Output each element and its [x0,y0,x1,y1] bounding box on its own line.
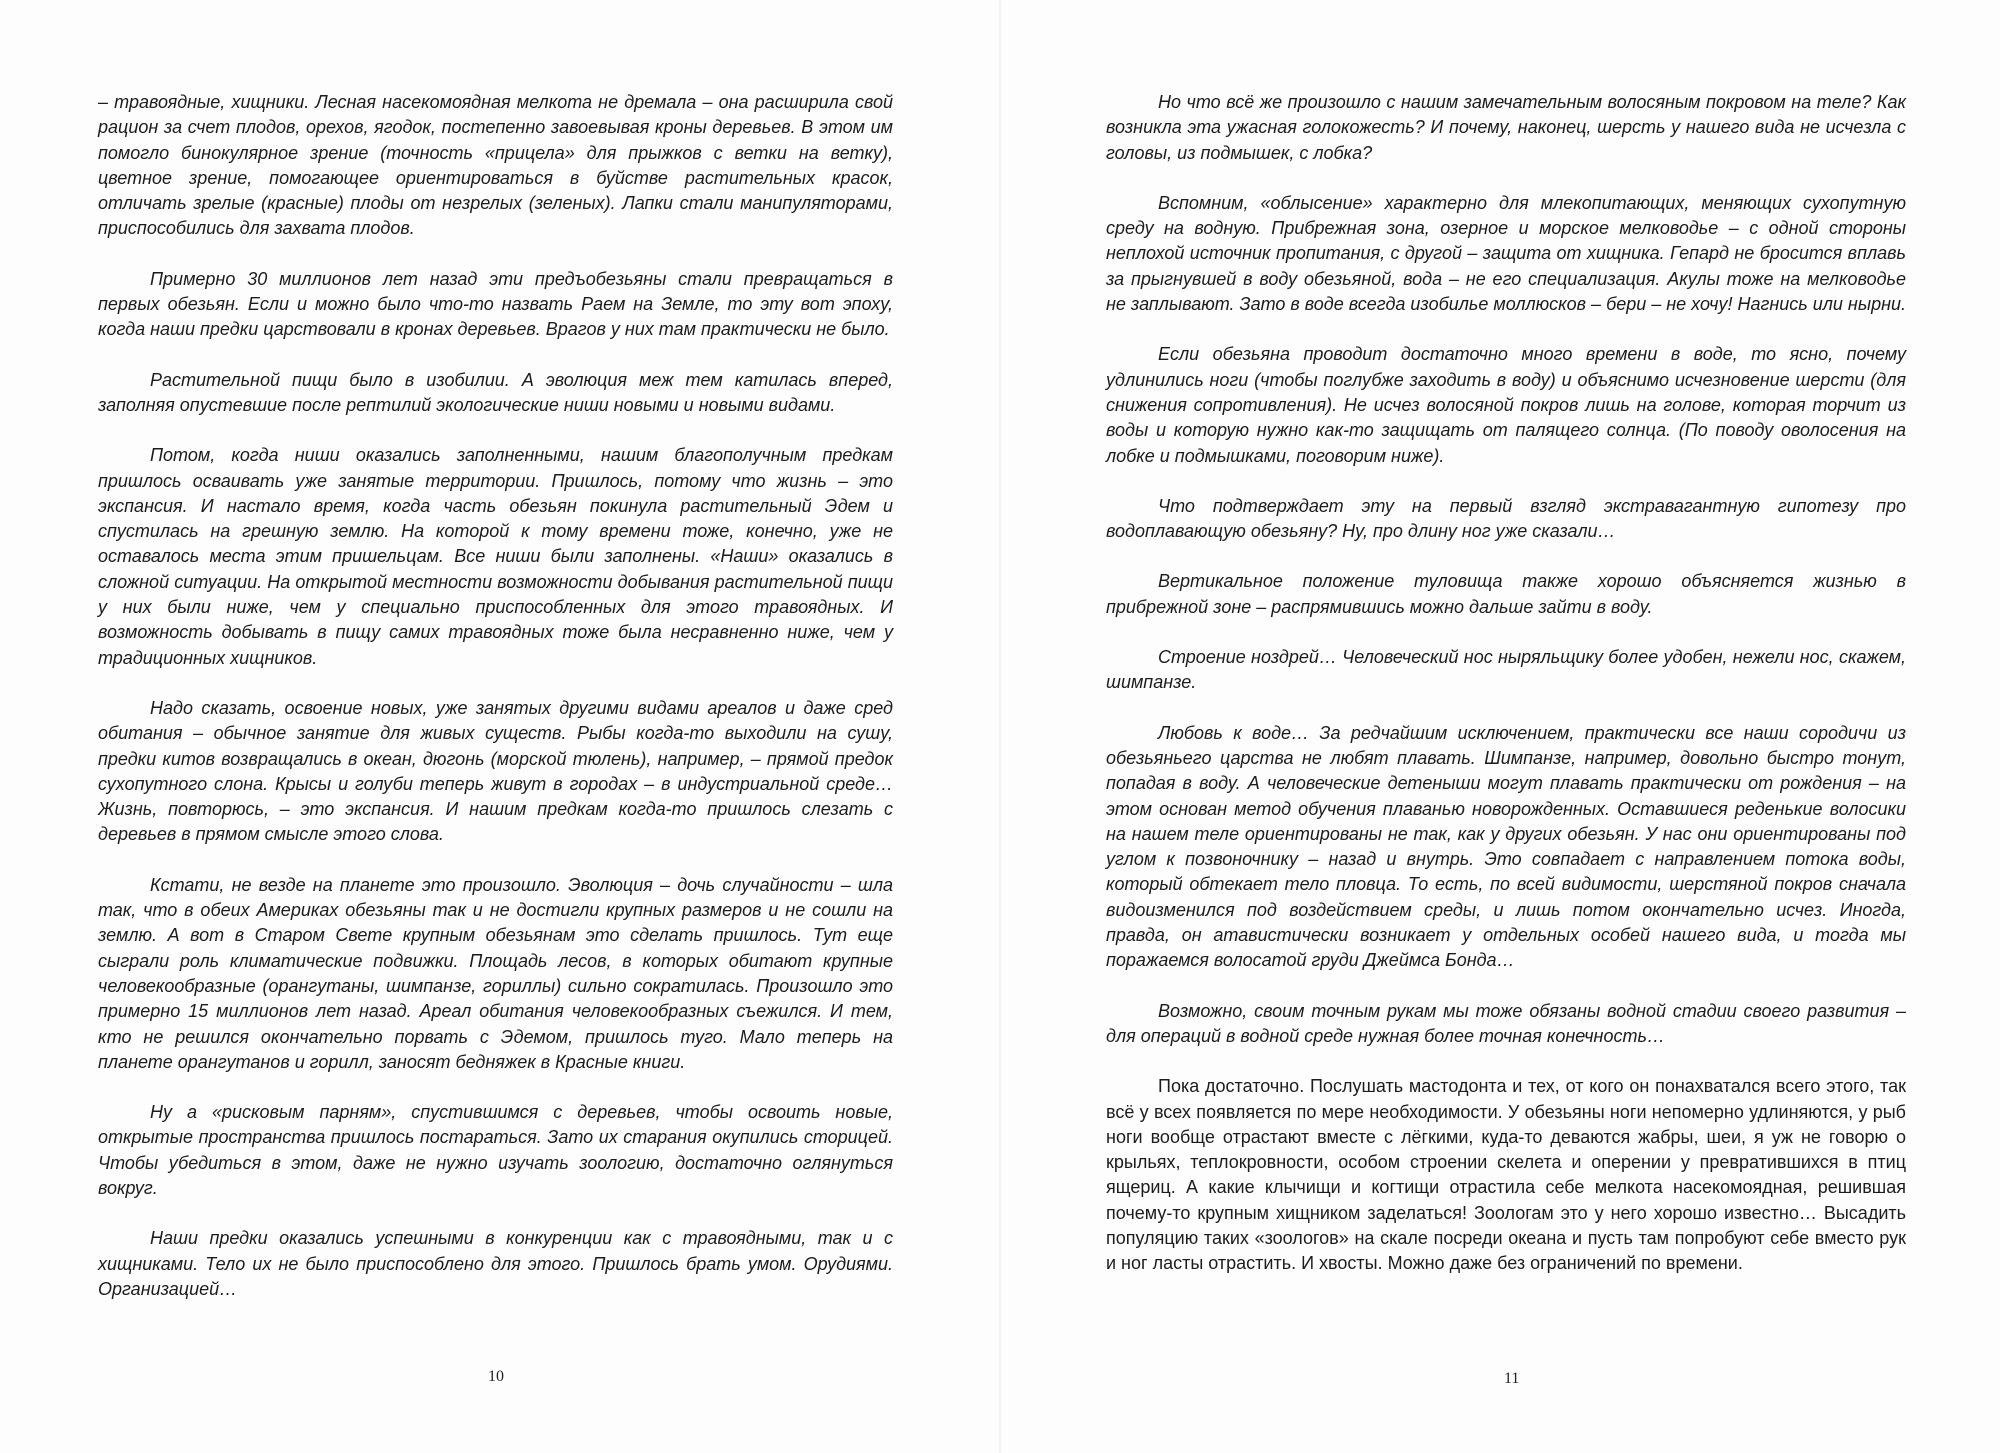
right-paragraph-9: Пока достаточно. Послушать мастодонта и тех, от кого он понахватался всего этого, так всё у всех появляется по мере необходимости. У обезьяны ноги непомерно удлиняются, у рыб ноги вообще отрастают вместе с лёгкими, куда-то деваются жабры, шеи, я уж не говорю о крыльях, теплокровности, особом строении скелета и оперении у превратившихся в птиц ящериц. А какие клычищи и когтищи отрастила себе мелкота насекомоядная, решившая почему-то крупным хищником заделаться! Зоологам это у него хорошо известно… Высадить популяцию таких «зоологов» на скале посреди океана и пусть там попробуют себе вместо рук и ног ласты отрастить. И хвосты. Можно даже без ограничений по времени. [1106,1076,1906,1274]
left-page [98,90,893,1302]
left-paragraph-6: Кстати, не везде на планете это произошло. Эволюция – дочь случайности – шла так, что в обеих Америках обезьяны так и не достигли крупных размеров и не сошли на землю. А вот в Старом Свете крупным обезьянам это сделать пришлось. Тут еще сыграли роль климатические подвижки. Площадь лесов, в которых обитают крупные человекообразные (орангутаны, шимпанзе, гориллы) сильно сократилась. Произошло это примерно 15 миллионов лет назад. Ареал обитания человекообразных съежился. И тем, кто не решился окончательно порвать с Эдемом, пришлось туго. Мало теперь на планете орангутанов и горилл, заносят бедняжек в Красные книги. [98,874,893,1072]
right-paragraph-1: Но что всё же произошло с нашим замечательным волосяным покровом на теле? Как возникла эта ужасная голокожесть? И почему, наконец, шерсть у нашего вида не исчезла с головы, из подмышек, с лобка? [1106,92,1906,163]
right-page-number: 11 [1504,1370,1520,1387]
right-paragraph-2: Вспомним, «облысение» характерно для млекопитающих, меняющих сухопутную среду на водную. Прибрежная зона, озерное и морское мелководье – с одной стороны неплохой источник пропитания, с другой – защита от хищника. Гепард не бросится вплавь за прыгнувшей в воду обезьяной, вода – не его специализация. Акулы тоже на мелководье не заплывают. Зато в воде всегда изобилье моллюсков – бери – не хочу! Нагнись или нырни. [1106,192,1906,315]
right-paragraph-5: Вертикальное положение туловища также хорошо объясняется жизнью в прибрежной зоне – распрямившись можно дальше зайти в воду. [1106,571,1906,617]
right-paragraph-8: Возможно, своим точным рукам мы тоже обязаны водной стадии своего развития – для операций в водной среде нужная более точная конечность… [1106,1000,1906,1046]
left-paragraph-7: Ну а «рисковым парням», спустившимся с деревьев, чтобы освоить новые, открытые пространства пришлось постараться. Зато их старания окупились сторицей. Чтобы убедиться в этом, даже не нужно изучать зоологию, достаточно оглянуться вокруг. [98,1102,893,1198]
left-paragraph-1: – травоядные, хищники. Лесная насекомоядная мелкота не дремала – она расширила свой рацион за счет плодов, орехов, ягодок, постепенно завоевывая кроны деревьев. В этом им помогло бинокулярное зрение (точность «прицела» для прыжков с ветки на ветку), цветное зрение, помогающее ориентироваться в буйстве растительных красок, отличать зрелые (красные) плоды от незрелых (зеленых). Лапки стали манипуляторами, приспособились для захвата плодов. [98,92,893,239]
right-page [1106,90,1906,1277]
left-paragraph-2: Примерно 30 миллионов лет назад эти предъобезьяны стали превращаться в первых обезьян. Если и можно было что-то назвать Раем на Земле, то эту вот эпоху, когда наши предки царствовали в кронах деревьев. Врагов у них там практически не было. [98,268,893,340]
left-paragraph-5: Надо сказать, освоение новых, уже занятых другими видами ареалов и даже сред обитания – обычное занятие для живых существ. Рыбы когда-то выходили на сушу, предки китов возвращались в океан, дюгонь (морской тюлень), например, – прямой предок сухопутного слона. Крысы и голуби теперь живут в городах – в индустриальной среде… Жизнь, повторюсь, – это экспансия. И нашим предкам когда-то пришлось слезать с деревьев в прямом смысле этого слова. [98,697,893,845]
book-gutter [999,0,1001,1453]
left-paragraph-4: Потом, когда ниши оказались заполненными, нашим благополучным предкам пришлось осваивать уже занятые территории. Пришлось, потому что жизнь – это экспансия. И настало время, когда часть обезьян покинула растительный Эдем и спустилась на грешную землю. На которой к тому времени тоже, конечно, уже не оставалось места этим пришельцам. Все ниши были заполнены. «Наши» оказались в сложной ситуации. На открытой местности возможности добывания растительной пищи у них были ниже, чем у специально приспособленных для этого травоядных. И возможность добывать в пищу самих травоядных тоже была несравненно ниже, чем у традиционных хищников. [98,445,893,668]
left-paragraph-3: Растительной пищи было в изобилии. А эволюция меж тем катилась вперед, заполняя опустевшие после рептилий экологические ниши новыми и новыми видами. [98,369,893,415]
right-paragraph-4: Что подтверждает эту на первый взгляд экстравагантную гипотезу про водоплавающую обезьяну? Ну, про длину ног уже сказали… [1106,495,1906,542]
left-page-number: 10 [488,1368,504,1385]
left-paragraph-8: Наши предки оказались успешными в конкуренции как с травоядными, так и с хищниками. Тело их не было приспособлено для этого. Пришлось брать умом. Орудиями. Организацией… [98,1228,893,1299]
right-paragraph-3: Если обезьяна проводит достаточно много времени в воде, то ясно, почему удлинились ноги (чтобы поглубже заходить в воду) и объяснимо исчезновение шерсти (для снижения сопротивления). Не исчез волосяной покров лишь на голове, которая торчит из воды и которую нужно как-то защищать от палящего солнца. (По поводу оволосения на лобке и подмышками, поговорим ниже). [1106,344,1906,466]
right-paragraph-7: Любовь к воде… За редчайшим исключением, практически все наши сородичи из обезьяньего царства не любят плавать. Шимпанзе, например, довольно быстро тонут, попадая в воду. А человеческие детеныши могут плавать практически от рождения – на этом основан метод обучения плаванью новорожденных. Оставшиеся реденькие волосики на нашем теле ориентированы не так, как у других обезьян. У нас они ориентированы под углом к позвоночнику – назад и внутрь. Это совпадает с направлением потока воды, который обтекает тело пловца. То есть, по всей видимости, шерстяной покров сначала видоизменился под воздействием среды, и лишь потом окончательно исчез. Иногда, правда, он атавистически возникает у отдельных особей нашего вида, и тогда мы поражаемся волосатой груди Джеймса Бонда… [1106,722,1906,971]
right-paragraph-6: Строение ноздрей… Человеческий нос ныряльщику более удобен, нежели нос, скажем, шимпанзе. [1106,647,1906,693]
